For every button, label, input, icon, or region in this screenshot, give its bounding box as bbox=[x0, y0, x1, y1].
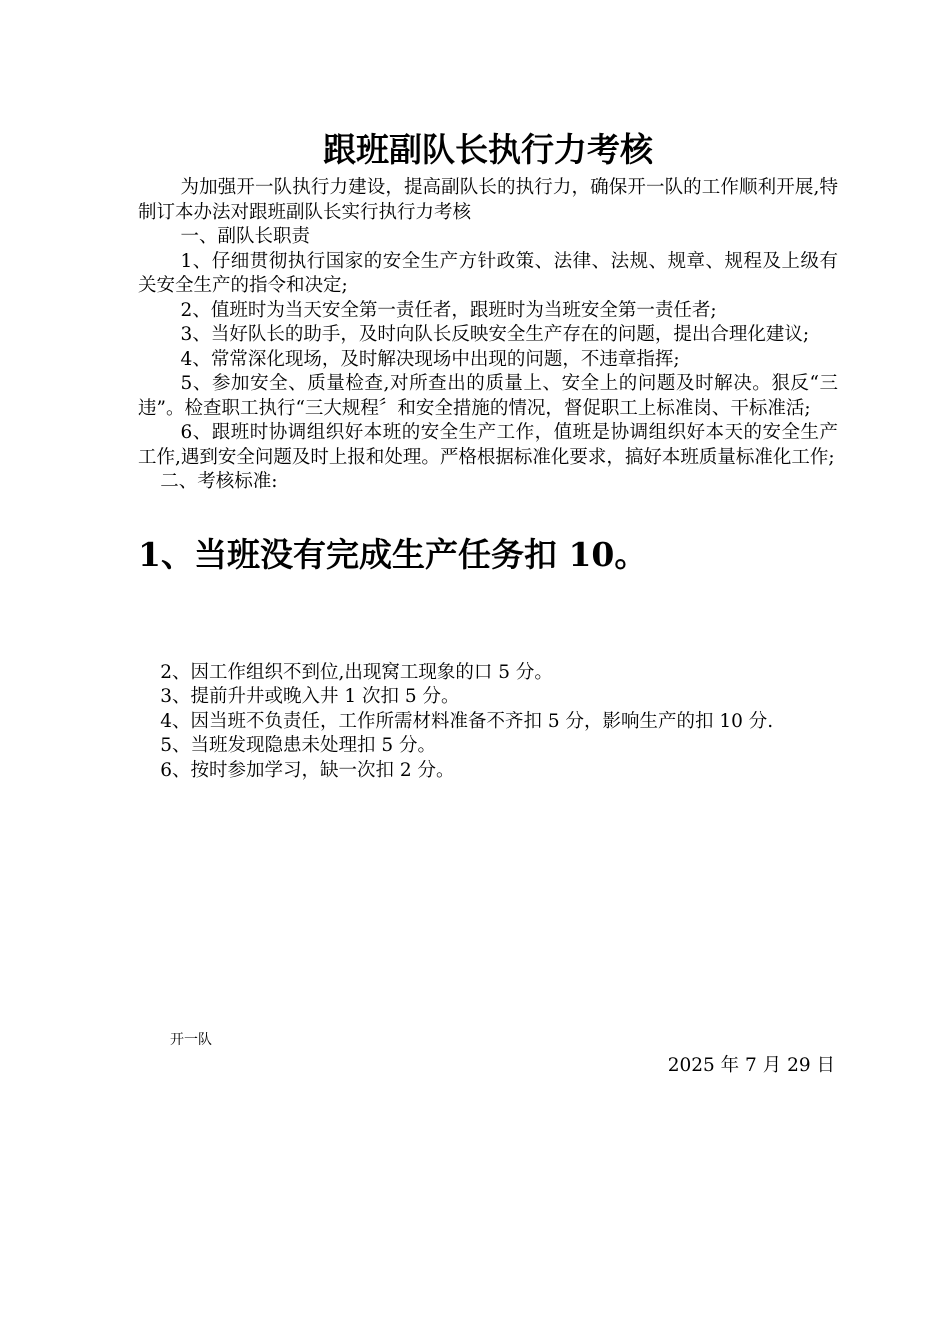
intro-paragraph: 为加强开一队执行力建设，提高副队长的执行力，确保开一队的工作顺利开展,特制订本办法对跟班副队长实行执行力考核 bbox=[138, 177, 838, 223]
duty-item: 1、仔细贯彻执行国家的安全生产方针政策、法律、法规、规章、规程及上级有关安全生产的指令和决定; bbox=[138, 250, 838, 296]
duty-item: 6、跟班时协调组织好本班的安全生产工作，值班是协调组织好本天的安全生产工作,遇到安全问题及时上报和处理。严格根据标准化要求，搞好本班质量标准化工作; bbox=[138, 422, 838, 468]
duty-item: 2、值班时为当天安全第一责任者，跟班时为当班安全第一责任者; bbox=[180, 299, 717, 321]
criteria-item-emphasized: 1、当班没有完成生产任务扣 10。 bbox=[138, 534, 648, 574]
criteria-list bbox=[138, 661, 838, 784]
duty-item: 4、常常深化现场，及时解决现场中出现的问题，不违章指挥; bbox=[180, 348, 680, 370]
criteria-item: 2、因工作组织不到位,出现窝工现象的口 5 分。 bbox=[160, 661, 553, 683]
document-title: 跟班副队长执行力考核 bbox=[323, 130, 653, 169]
duty-item: 5、参加安全、质量检查,对所查出的质量上、安全上的问题及时解决。狠反“三违”。检查职工执行“三大规程〞和安全措施的情况，督促职工上标准岗、干标准活; bbox=[138, 373, 838, 419]
organization-signature: 开一队 bbox=[170, 1032, 212, 1048]
document-body bbox=[138, 128, 838, 783]
section-heading-duties: 一、副队长职责 bbox=[180, 226, 311, 247]
section-heading-criteria: 二、考核标准: bbox=[160, 471, 278, 492]
duty-item: 3、当好队长的助手，及时向队长反映安全生产存在的问题，提出合理化建议; bbox=[180, 324, 810, 345]
document-date: 2025 年 7 月 29 日 bbox=[667, 1055, 835, 1076]
criteria-item: 6、按时参加学习，缺一次扣 2 分。 bbox=[160, 759, 455, 781]
criteria-item: 5、当班发现隐患未处理扣 5 分。 bbox=[160, 735, 436, 756]
criteria-item: 3、提前升井或晚入井 1 次扣 5 分。 bbox=[160, 686, 460, 707]
criteria-item: 4、因当班不负责任，工作所需材料准备不齐扣 5 分，影响生产的扣 10 分. bbox=[160, 710, 774, 732]
